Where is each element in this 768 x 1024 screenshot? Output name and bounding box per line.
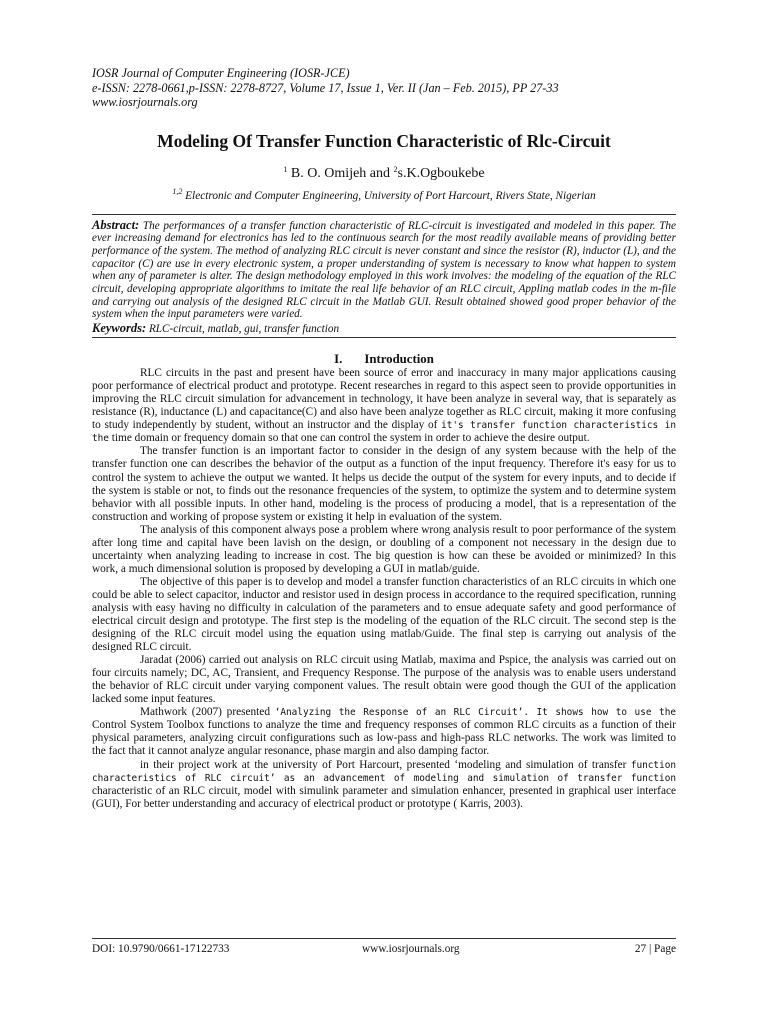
paragraph-1 (92, 367, 676, 445)
paragraph-5: Jaradat (2006) carried out analysis on RLC circuit using Matlab, maxima and Pspice, the analysis was carried out on four circuits namely; DC, AC, Transient, and Frequency Response. The purpose of the analysis was to enable users understand the behavior of RLC circuit under varying component values. The result obtain were good though the GUI of the application lacked some input features. (92, 654, 676, 706)
paragraph-7-mono: function characteristics of RLC circuit’ as an advancement of modeling and simulation of transfer function (92, 759, 676, 784)
divider-top (92, 214, 676, 215)
affiliation-text: Electronic and Computer Engineering, University of Port Harcourt, Rivers State, Nigerian (182, 189, 596, 202)
abstract-label: Abstract: (92, 217, 140, 232)
journal-issn: e-ISSN: 2278-0661,p-ISSN: 2278-8727, Volume 17, Issue 1, Ver. II (Jan – Feb. 2015), PP 27-33 (92, 80, 559, 95)
paragraph-2: The transfer function is an important factor to consider in the design of any system because with the help of the transfer function one can describes the behavior of the output as a function of the input frequency. Therefore it's easy for us to control the system to achieve the output we wanted. It helps us decide the output of the system for every inputs, and to decide if the system is stable or not, to finds out the resonance frequencies of the system, to optimize the system and to determine system behavior with all possible inputs. In other hand, modeling is the process of producing a model, that is a representation of the construction and working of propose system or existing it help in evaluation of the system. (92, 445, 676, 523)
paper-title: Modeling Of Transfer Function Characteristic of Rlc-Circuit (157, 130, 611, 151)
section-title: Introduction (364, 352, 434, 367)
author1: B. O. Omijeh and (287, 165, 394, 181)
keywords-text: RLC-circuit, matlab, gui, transfer function (146, 323, 340, 336)
author2-sup: 2 (393, 164, 398, 174)
body-text (92, 367, 676, 811)
footer-page-number: 27 | Page (634, 943, 676, 955)
paragraph-7-text-b: characteristic of an RLC circuit, model with simulink parameter and simulation enhancer, presented in graphical user interface (GUI), For better understanding and accuracy of electrical product or prototype ( Karris, 2003). (92, 784, 676, 810)
section-heading (92, 352, 676, 367)
affiliation (92, 185, 676, 203)
keywords (92, 322, 676, 336)
author1-sup: 1 (283, 164, 288, 174)
page-footer (92, 938, 676, 955)
affiliation-sup: 1,2 (172, 186, 183, 196)
journal-name: IOSR Journal of Computer Engineering (IOSR-JCE) (92, 66, 350, 80)
paragraph-6-mono: ‘Analyzing the Response of an RLC Circuit’. It shows how to use the (274, 707, 676, 719)
paragraph-1-mono: it's transfer function characteristics in the (92, 420, 676, 445)
paragraph-1-text-a: RLC circuits in the past and present have been source of error and inaccuracy in many major applications causing poor performance of electrical product and prototype. Recent researches in regard to this aspect seen to provide opportunities in improving the RLC circuit simulation for advancement in technology, it have been analyze in several way, that is separately as resistance (R), inductance (L) and capacitance(C) and also have been analyze together as RLC circuit, making it more confusing to study independently by student, without an instructor and the display of (92, 367, 676, 432)
section-number: I. (334, 352, 343, 367)
keywords-label: Keywords: (92, 321, 147, 336)
paragraph-4: The objective of this paper is to develop and model a transfer function characteristics of an RLC circuits in which one could be able to select capacitor, inductor and resistor used in design process in accordance to the required specification, running analysis with easy having no difficulty in calculation of the parameters and to ensue adequate safety and good performance of electrical circuit design and prototype. The first step is the modeling of the equation of the RLC circuit. The second step is the designing of the RLC circuit model using the equation using matlab/Guide. The final step is carrying out analysis of the designed RLC circuit. (92, 575, 676, 654)
paragraph-6-text-a: Mathwork (2007) presented (140, 706, 275, 719)
paragraph-7-text-a: in their project work at the university of Port Harcourt, presented ‘modeling and simulation of transfer (140, 758, 631, 771)
paragraph-6-text-b: Control System Toolbox functions to analyze the time and frequency responses of common RLC circuits as a function of their physical parameters, analyzing circuit configurations such as low-pass and high-pass RLC networks. The work was limited to the fact that it cannot analyze angular resonance, phase margin and also damping factor. (92, 719, 676, 758)
paragraph-7 (92, 759, 676, 811)
journal-website: www.iosrjournals.org (92, 95, 198, 109)
authors (92, 162, 676, 182)
footer-url: www.iosrjournals.org (362, 943, 460, 955)
paragraph-6 (92, 706, 676, 758)
paragraph-1-text-b: time domain or frequency domain so that one can control the system in order to achieve the desire output. (108, 432, 590, 445)
author2: s.K.Ogboukebe (397, 165, 485, 181)
divider-bottom (92, 337, 676, 338)
abstract-text: The performances of a transfer function characteristic of RLC-circuit is investigated and modeled in this paper. The ever increasing demand for electronics has led to the continuous search for the most readily available means of providing better performance of the system. The method of analyzing RLC circuit is never constant and since the resistor (R), inductor (L), and the capacitor (C) are use in every electronic system, a proper understanding of system is necessary to know what happen to system when any of parameter is alter. The design methodology employed in this work involves: the modeling of the equation of the RLC circuit, developing appropriate algorithms to imitate the real life behavior of an RLC circuit, Appling matlab codes in the m-file and carrying out analysis of the designed RLC circuit in the Matlab GUI. Result obtained showed good proper behavior of the system when the input parameters were varied. (92, 219, 676, 321)
footer-doi: DOI: 10.9790/0661-17122733 (92, 943, 230, 955)
abstract (92, 219, 676, 322)
page-content (92, 66, 676, 811)
paragraph-3: The analysis of this component always pose a problem where wrong analysis result to poor performance of the system after long time and capital have been lavish on the design, or doubling of a component not necessary in the design due to uncertainty when analyzing leading to increase in cost. The big question is how can these be avoided or minimized? In this work, a much dimensional solution is proposed by developing a GUI in matlab/guide. (92, 523, 676, 575)
journal-header (92, 66, 676, 110)
